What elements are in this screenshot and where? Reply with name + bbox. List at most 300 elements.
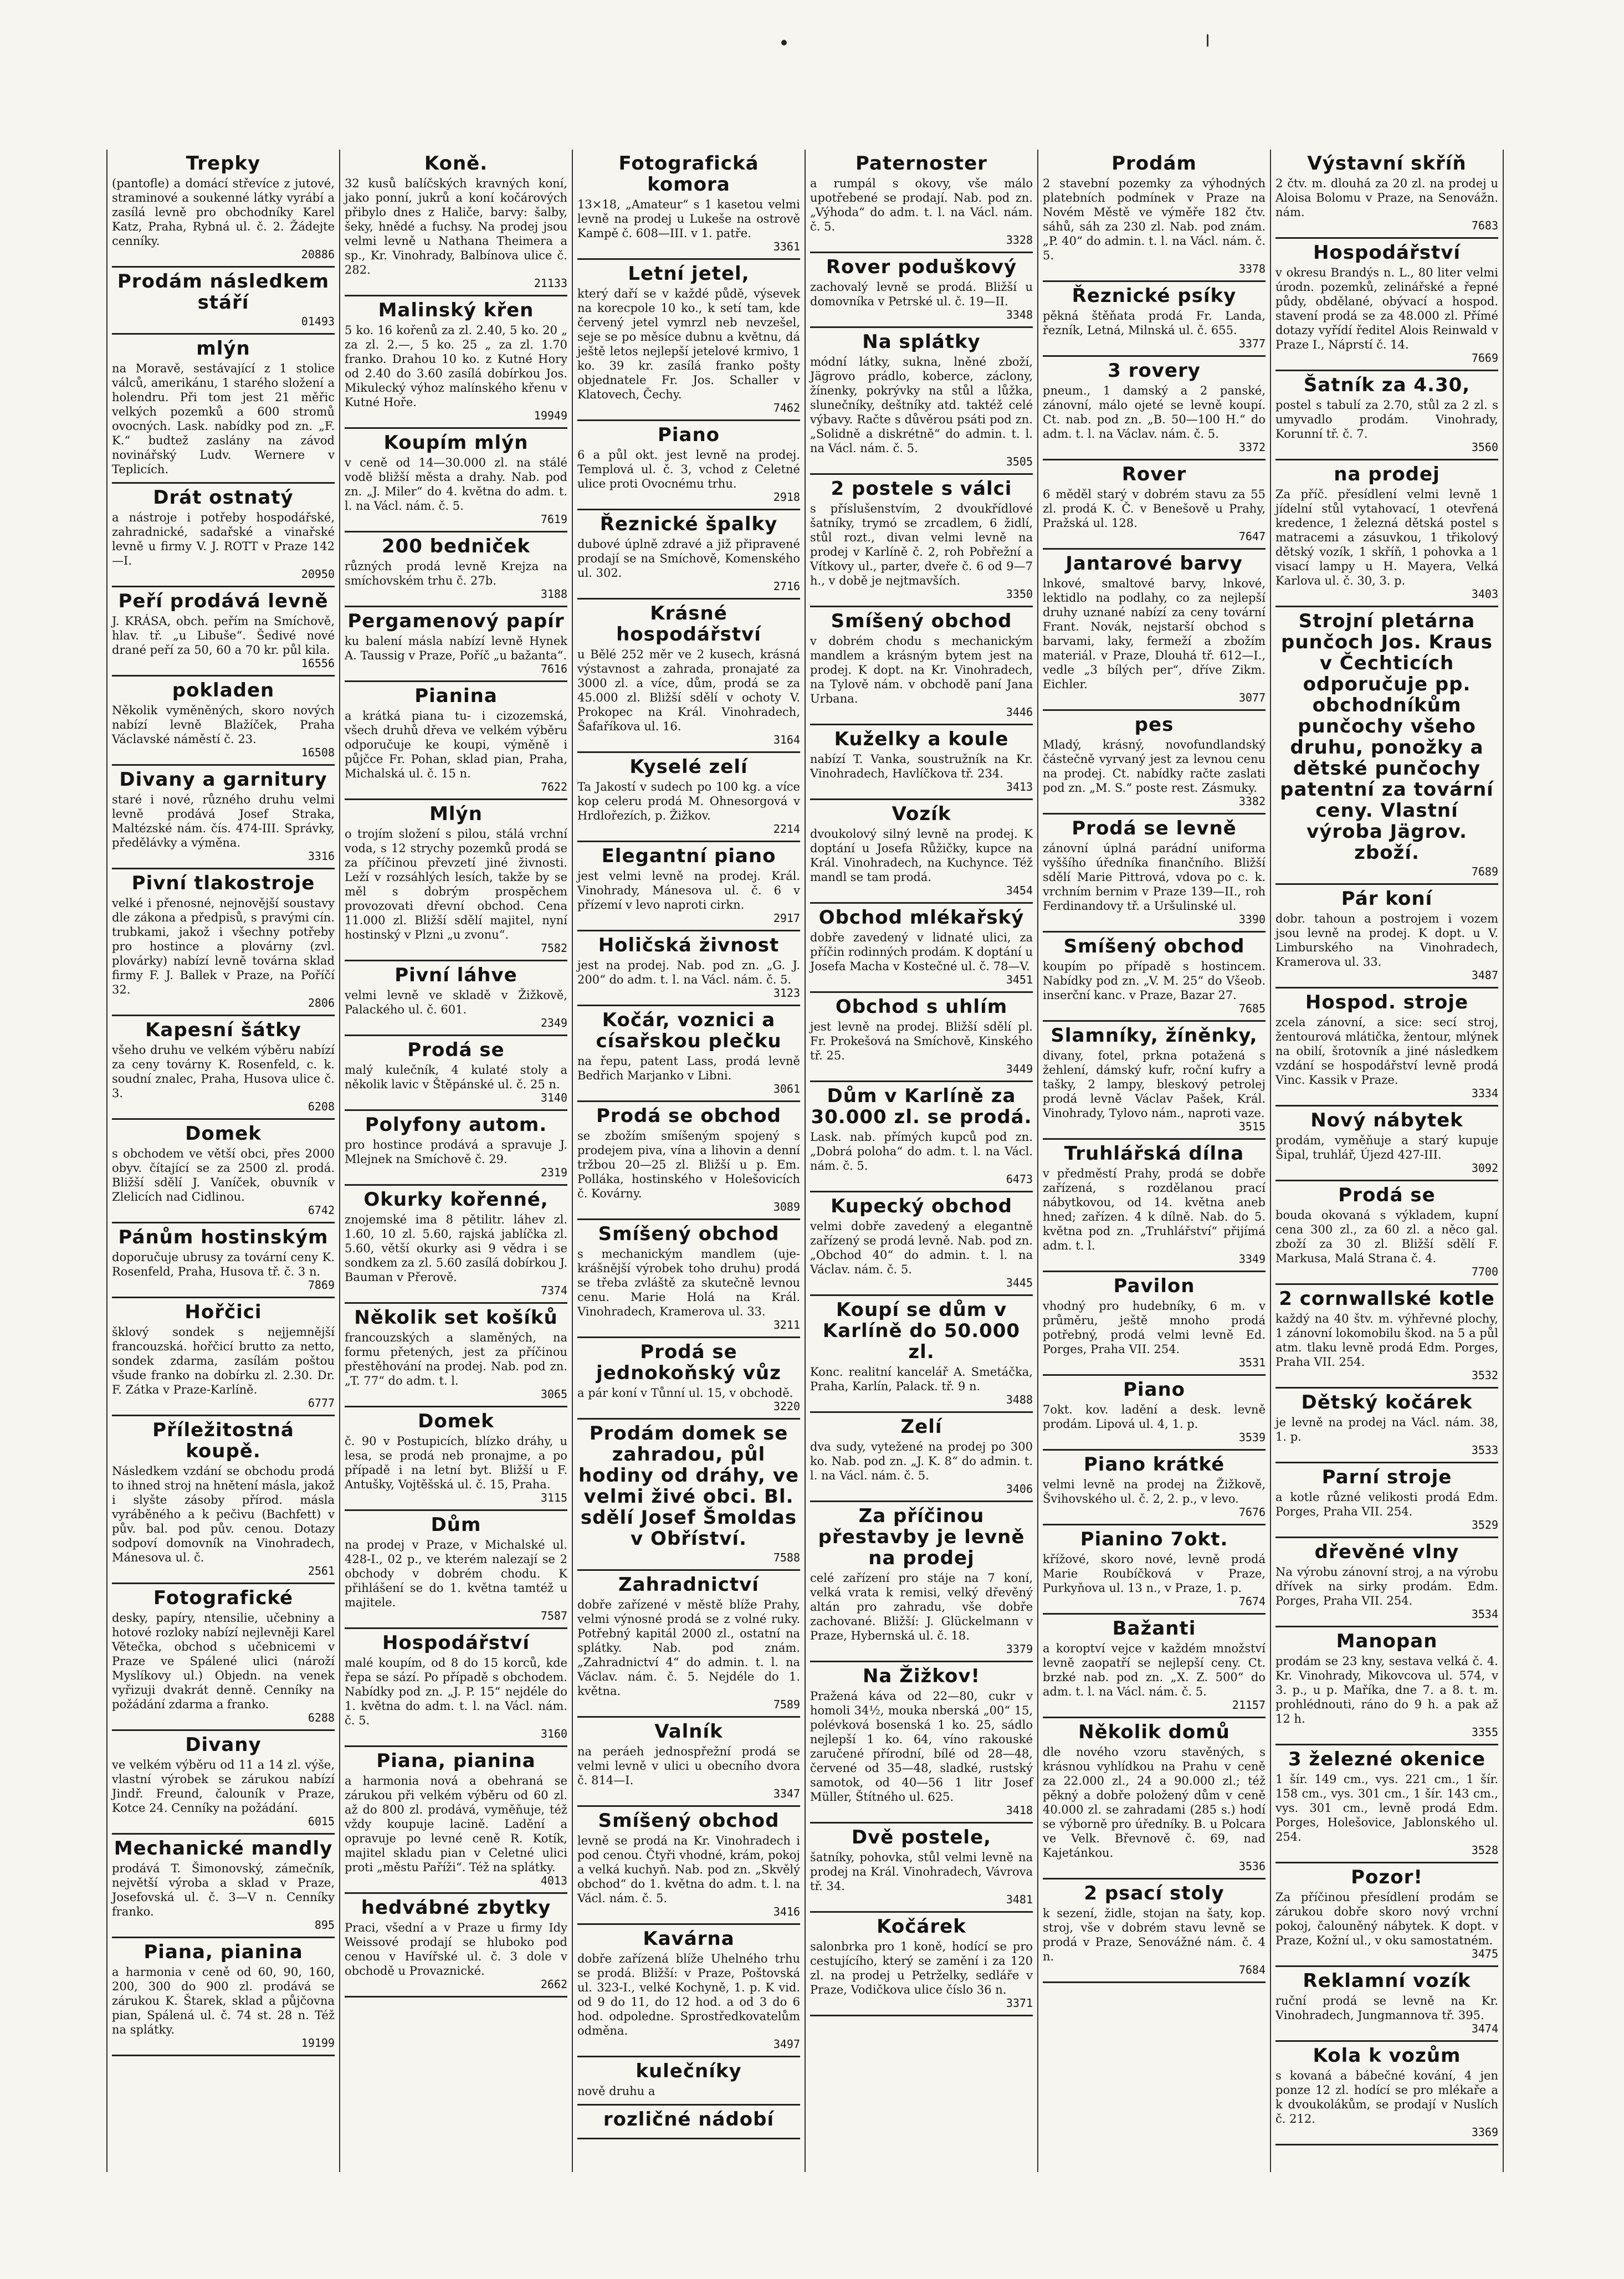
ad-column: [107, 150, 340, 2172]
ad-body: celé zařízení pro stáje na 7 koní, velká vrata k remisi, velký dřevěný altán pro zahradu, vše dobře zachované. Bližší: J. Glückelmann v Praze, Hybernská ul. č. 18.: [810, 1571, 1033, 1642]
ad-body: doporučuje ubrusy za tovární ceny K. Rosenfeld, Praha, Husova tř. č. 3 n.: [112, 1251, 335, 1278]
ad-heading: Piano krátké: [1083, 1453, 1225, 1476]
ad-heading: 200 bedniček: [381, 535, 531, 557]
classified-ad: [345, 1186, 567, 1304]
ad-heading: Smíšený obchod: [598, 1810, 780, 1832]
ad-number: 7582: [540, 941, 567, 955]
ad-body: na Moravě, sestávající z 1 stolice válců, amerikánu, 1 starého složení a holendru. Při tom jest 21 měřic velkých pozemků a 600 stromů ovocných. Lask. nabídky pod zn. „F. K.“ budtež zaslány na závod novinářský Ludv. Wernere v Teplicích.: [112, 362, 335, 476]
ad-body: salonbrka pro 1 koně, hodící se pro cestujícího, který se zamění i za 120 zl. na prodej u Petrželky, sedláře v Praze, Vodičkova ulice číslo 36 n.: [810, 1940, 1033, 1996]
ad-body: velmi levně na prodej na Žižkově, Švihovského ul. č. 2, 2. p., v levo.: [1043, 1478, 1266, 1505]
classified-ad: [345, 1111, 567, 1186]
ad-body: bouda okovaná s výkladem, kupní cena 300 zl., za 60 zl. a něco gal. zboží za 30 zl. Bližší sdělí F. Markusa, Malá Strana č. 4.: [1275, 1208, 1498, 1265]
ad-body: 6 a půl okt. jest levně na prodej. Templová ul. č. 3, vchod z Celetné ulice proti Ovocnému trhu.: [577, 448, 800, 490]
ad-body: s obchodem ve větší obci, přes 2000 obyv. čítající se za 2500 zl. prodá. Bližší sdělí J. Vaníček, obuvník v Zlelicích nad Cidlinou.: [112, 1147, 335, 1203]
ad-number: 3211: [773, 1318, 800, 1331]
ad-heading: Vozík: [892, 803, 951, 825]
classified-ad: [577, 1925, 800, 2057]
ad-number: 2662: [540, 1978, 567, 1991]
classified-ad: [810, 1192, 1033, 1296]
classified-ad: [810, 1413, 1033, 1502]
ad-body: Mladý, krásný, novofundlandský částečně vyrvaný jest za levnou cenu na prodej. Ct. nabídky račte zaslati pod zn. „M. S.“ poste rest. Zásmuky.: [1043, 738, 1266, 795]
classified-ads-grid: [106, 150, 1504, 2172]
classified-ad: [112, 677, 335, 766]
ad-heading: Divany: [185, 1734, 262, 1756]
classified-ad: [1043, 1525, 1266, 1615]
ad-heading: Zelí: [900, 1416, 942, 1438]
ad-heading: Dům v Karlíně za 30.000 zl. se prodá.: [811, 1085, 1032, 1128]
ad-heading: Koupí se dům v Karlíně do 50.000 zl.: [822, 1299, 1021, 1363]
ad-number: 2917: [773, 911, 800, 925]
classified-ad: [345, 1894, 567, 1998]
ad-body: a krátká piana tu- i cizozemská, všech druhů dřeva ve velkém výběru odporučuje ke koupi, výměně i půjčce Fr. Pohan, sklad pian, Praha, Michalská ul. č. 15 n.: [345, 709, 567, 780]
ad-body: koupím po případě s hostincem. Nabídky pod zn. „V. M. 25“ do Všeob. inserční kanc. v Praze, Bazar 27.: [1043, 960, 1266, 1002]
ad-number: 3220: [773, 1400, 800, 1413]
classified-ad: [345, 1629, 567, 1747]
ad-number: 3371: [1006, 1996, 1033, 2010]
ad-number: 20950: [301, 567, 335, 581]
ad-heading: Pianino 7okt.: [1080, 1528, 1228, 1550]
ad-body: zánovní úplná parádní uniforma vyššího úředníka finančního. Bližší sdělí Marie Pittrová, vdova po c. k. vrchním bernim v Praze 139—II., roh Ferdinandovy tř. a Uršulinské ul.: [1043, 842, 1266, 913]
classified-ad: [1275, 1389, 1498, 1463]
ad-number: 3061: [773, 1082, 800, 1095]
ad-body: v okresu Brandýs n. L., 80 liter velmi úrodn. pozemků, zelinářské a řepné půdy, obdělané, obývací a hospod. stavení prodá se za 48.000 zl. Přímé dotazy vyřídí ředitel Alois Reinwald v Praze I., Náprstí č. 14.: [1275, 266, 1498, 351]
ad-body: Lask. nab. přímých kupců pod zn. „Dobrá poloha“ do adm. t. l. na Václ. nám. č. 5.: [810, 1130, 1033, 1172]
ad-number: 3531: [1238, 1356, 1266, 1369]
ad-heading: Několik domů: [1078, 1721, 1230, 1743]
ad-number: 3115: [540, 1491, 567, 1504]
ad-body: s kovaná a bábečné kování, 4 jen ponze 12 zl. hodící se pro mlékaře a k dvoukolákům, se prodají v Nuslích č. 212.: [1275, 2069, 1498, 2126]
ad-heading: Prodá se: [407, 1039, 505, 1061]
ad-body: J. KRÁSA, obch. peřím na Smíchově, hlav. tř. „u Libuše“. Šedivé nové drané peří za 50, 60 a 70 kr. půl kila.: [112, 614, 335, 657]
ad-number: 3077: [1238, 691, 1266, 704]
ad-heading: 2 postele s válci: [831, 478, 1012, 500]
ad-number: 3532: [1471, 1369, 1498, 1382]
classified-ad: [1275, 1627, 1498, 1745]
classified-ad: [345, 961, 567, 1036]
ad-heading: Hospodářství: [1313, 242, 1461, 264]
ad-number: 2806: [308, 996, 335, 1010]
classified-ad: [345, 1407, 567, 1511]
classified-ad: [1043, 1718, 1266, 1879]
ad-number: 3560: [1471, 441, 1498, 454]
ad-body: šatníky, pohovka, stůl velmi levně na prodej na Král. Vinohradech, Vávrova tř. 34.: [810, 1851, 1033, 1893]
ad-body: a harmonia v ceně od 60, 90, 160, 200, 300 do 900 zl. prodává se zárukou K. Štarek, sklad a půjčovna pian, Spálená ul. č. 74 st. 28 n. Též na splátky.: [112, 1965, 335, 2036]
ad-heading: Domek: [185, 1123, 262, 1145]
classified-ad: [1275, 1863, 1498, 1967]
ad-number: 19199: [301, 2036, 335, 2050]
ad-heading: Obchod mlékařský: [818, 907, 1024, 929]
ad-heading: Letní jetel,: [628, 263, 750, 285]
ad-heading: Okurky kořenné,: [363, 1189, 549, 1211]
ad-number: 19949: [534, 409, 567, 422]
ad-heading: Rover: [1121, 463, 1187, 485]
classified-ad: [577, 931, 800, 1006]
ad-number: 3316: [308, 849, 335, 863]
ad-body: nově druhu a: [577, 2085, 655, 2098]
classified-ad: [1043, 1022, 1266, 1140]
ad-number: 3497: [773, 2037, 800, 2051]
classified-ad: [1275, 460, 1498, 607]
ad-number: 3488: [1006, 1393, 1033, 1406]
classified-ad: [345, 1511, 567, 1629]
ad-body: a koroptví vejce v každém množství levně zaopatří se nejlepší ceny. Ct. brzké nab. pod zn. „X. Z. 500“ do adm. t. l. na Václ. nám. č. 5.: [1043, 1642, 1266, 1698]
ad-number: 3164: [773, 733, 800, 746]
classified-ad: [1275, 885, 1498, 989]
classified-ad: [345, 800, 567, 961]
ad-number: 7676: [1238, 1505, 1266, 1519]
ad-body: v předměstí Prahy, prodá se dobře zařízená, s rozdělanou prací nábytkovou, od 14. května aneb hned; zařízen. 4 k dílně. Nab. do 5. května pod zn. „Truhlářství“ přijímá adm. t. l.: [1043, 1167, 1266, 1252]
ad-heading: Pianina: [414, 685, 498, 707]
ad-number: 7647: [1238, 530, 1266, 543]
classified-ad: [810, 904, 1033, 993]
classified-ad: [1275, 150, 1498, 239]
classified-ad: [1275, 371, 1498, 460]
ad-heading: Dvě postele,: [851, 1826, 992, 1848]
classified-ad: [810, 1296, 1033, 1413]
ad-body: 13×18, „Amateur“ s 1 kasetou velmi levně na prodej u Lukeše na ostrově Kampě č. 608—III. v 1. patře.: [577, 198, 800, 240]
classified-ad: [577, 1220, 800, 1338]
ad-heading: Piano: [1123, 1379, 1186, 1401]
ad-body: velké i přenosné, nejnovější soustavy dle zákona a předpisů, s pravými cín. trubkami, jakož i všechny potřeby pro hostince a plovárny (zvl. plovárky) nabízí levně továrna sklad firmy F. J. Ballek v Praze, na Poříčí 32.: [112, 897, 335, 996]
ad-body: každý na 40 štv. m. výhřevné plochy, 1 zánovní lokomobilu škod. na 5 a půl atm. tlaku levně prodá Edm. Porges, Praha VII. 254.: [1275, 1312, 1498, 1369]
ad-heading: rozličné nádobí: [603, 2108, 775, 2131]
classified-ad: [1043, 711, 1266, 815]
classified-ad: [112, 1298, 335, 1416]
ad-column: [1271, 150, 1504, 2172]
ad-heading: Jantarové barvy: [1065, 552, 1243, 575]
ad-heading: pes: [1134, 714, 1174, 736]
classified-ad: [112, 766, 335, 869]
ad-heading: Pivní láhve: [395, 964, 518, 986]
classified-ad: [112, 335, 335, 484]
ad-heading: Koupím mlýn: [383, 432, 529, 454]
ad-number: 6777: [308, 1396, 335, 1410]
classified-ad: [1275, 1285, 1498, 1389]
classified-ad: [577, 1718, 800, 1807]
classified-ad: [1043, 282, 1266, 357]
ad-body: Praci, všední a v Praze u firmy Idy Weissové prodají se hluboko pod cenou v Havířské ul. č. 3 dole v obchodě u Provaznické.: [345, 1921, 567, 1978]
ad-body: (pantofle) a domácí střevíce z jutové, straminové a soukenné látky vyrábí a zasílá levně pro obchodníky Karel Katz, Praha, Rybná ul. č. 2. Žádejte cenníky.: [112, 177, 335, 248]
ad-number: 3349: [1238, 1252, 1266, 1266]
ad-heading: mlýn: [196, 337, 250, 360]
classified-ad: [1043, 460, 1266, 550]
ad-number: 3406: [1006, 1482, 1033, 1496]
ad-number: 2319: [540, 1166, 567, 1179]
ad-heading: 3 rovery: [1108, 360, 1201, 382]
ad-body: pneum., 1 damský a 2 panské, zánovní, málo ojeté se levně koupí. Ct. nab. pod zn. „B. 50—100 H.“ do adm. t. l. na Václav. nám. č. 5.: [1043, 384, 1266, 441]
ad-body: postel s tabulí za 2.70, stůl za 2 zl. s umyvadlo prodám. Vinohrady, Korunní tř. č. 7.: [1275, 398, 1498, 441]
classified-ad: [345, 1747, 567, 1894]
ad-number: 7669: [1471, 351, 1498, 365]
classified-ad: [577, 842, 800, 931]
ad-heading: Truhlářská dílna: [1064, 1143, 1244, 1165]
ad-heading: Hospod. stroje: [1305, 991, 1469, 1013]
ad-number: 2716: [773, 580, 800, 593]
ad-number: 20886: [301, 248, 335, 261]
classified-ad: [810, 253, 1033, 328]
classified-ad: [1043, 1140, 1266, 1272]
ad-number: 3350: [1006, 587, 1033, 601]
ad-heading: Piana, pianina: [376, 1750, 536, 1772]
ad-heading: Valník: [654, 1720, 723, 1743]
ad-body: o trojím složení s pilou, stálá vrchní voda, s 12 strychy pozemků prodá se za příčinou převzetí jiné živnosti. Leží v rozsáhlých lesích, takže by se měl s dobrým prospěchem provozovati dřevní obchod. Cena 11.000 zl. Bližší sdělí majitel, nyní hostinský v Plzni „u zvonu“.: [345, 827, 567, 941]
print-mark-dot: [781, 40, 787, 45]
ad-number: 7684: [1238, 1963, 1266, 1976]
ad-heading: Kuželky a koule: [834, 728, 1009, 750]
ad-body: 7okt. kov. ladění a desk. levně prodám. Lipová ul. 4, 1. p.: [1043, 1403, 1266, 1431]
ad-heading: Peří prodává levně: [118, 590, 329, 612]
ad-body: francouzských a slaměných, na formu přetených, jest za příčinou přestěhování na prodej. Nab. pod zn. „T. 77“ do adm. t. l.: [345, 1331, 567, 1387]
classified-ad: [577, 421, 800, 510]
ad-body: prodám, vyměňuje a starý kupuje Šipal, truhlář, Újezd 427-III.: [1275, 1134, 1498, 1161]
ad-number: 3533: [1471, 1443, 1498, 1457]
ad-heading: Pár koní: [1341, 888, 1433, 910]
print-mark-tick: [1207, 34, 1208, 47]
classified-ad: [577, 1571, 800, 1718]
ad-number: 3065: [540, 1387, 567, 1401]
ad-number: 3445: [1006, 1276, 1033, 1289]
classified-ad: [112, 1120, 335, 1223]
ad-heading: Řeznické špalky: [600, 513, 778, 535]
classified-ad: [112, 1938, 335, 2056]
ad-number: 3505: [1006, 455, 1033, 468]
ad-heading: Kola k vozům: [1313, 2045, 1461, 2067]
ad-body: lnkové, smaltové barvy, lnkové, lektidlo na podlahy, co za nejlepší druhy uznané nabízí za ceny tovární Frant. Novák, nejstarší obchod s barvami, laky, fermeží a zbožím materiál. v Praze, Dlouhá tř. 612—I., vedle „3 bílých per“, dříve Zikm. Eichler.: [1043, 577, 1266, 691]
ad-number: 7622: [540, 780, 567, 793]
ad-body: dobře zařízená blíže Uhelného trhu se prodá. Bližší: v Praze, Poštovská ul. 323-I., velké Kochyně, 1. p. K vid. od 9 do 11, do 12 hod. a od 3 do 6 hod. odpoledne. Sprostředkovatelům odměna.: [577, 1952, 800, 2037]
ad-number: 7683: [1471, 219, 1498, 232]
ad-number: 2214: [773, 822, 800, 836]
classified-ad: [112, 1584, 335, 1731]
ad-body: v ceně od 14—30.000 zl. na stálé vodě bližší města a drahy. Nab. pod zn. „J. Miler“ do 4. května do adm. t. l. na Václ. nám. č. 5.: [345, 456, 567, 513]
ad-body: 2 čtv. m. dlouhá za 20 zl. na prodej u Aloisa Bolomu v Praze, na Senovážn. nám.: [1275, 177, 1498, 219]
classified-ad: [345, 429, 567, 532]
classified-ad: [1275, 1538, 1498, 1627]
classified-ad: [810, 150, 1033, 253]
ad-heading: Šatník za 4.30,: [1303, 374, 1471, 396]
ad-number: 3347: [773, 1787, 800, 1800]
ad-body: a kotle různé velikosti prodá Edm. Porges, Praha VII. 254.: [1275, 1491, 1498, 1518]
classified-ad: [577, 1338, 800, 1420]
ad-heading: Paternoster: [855, 152, 987, 175]
ad-number: 21133: [534, 276, 567, 290]
ad-body: prodává T. Šimonovský, zámečník, největší výroba a sklad v Praze, Josefovská ul. č. 3—V n. Cenníky franko.: [112, 1862, 335, 1918]
ad-heading: Fotografické: [153, 1587, 294, 1609]
ad-heading: Výstavní skříň: [1307, 152, 1467, 175]
classified-ad: [577, 2106, 800, 2139]
classified-ad: [810, 1662, 1033, 1824]
ad-body: k sezení, židle, stojan na šaty, kop. stroj, vše v dobrém stavu levně se prodá v Praze, Senovážné nám. č. 4 n.: [1043, 1907, 1266, 1963]
ad-number: 7619: [540, 513, 567, 526]
ad-column: [340, 150, 573, 2172]
classified-ad: [810, 1082, 1033, 1192]
ad-body: a pár koní v Tůnní ul. 15, v obchodě.: [577, 1386, 793, 1400]
ad-number: 7462: [773, 401, 800, 414]
classified-ad: [1275, 1967, 1498, 2042]
ad-body: ve velkém výběru od 11 a 14 zl. výše, vlastní výrobek se zárukou nabízí Jindř. Freund, čalouník v Praze, Kotce 24. Cenníky na požádání.: [112, 1758, 335, 1815]
ad-body: Za příč. přesídlení velmi levně 1 jídelní stůl vytahovací, 1 otevřená kredence, 1 železná dětská postel s matracemi a zásuvkou, 1 třikolový dětský vozík, 1 skříň, 1 pohovka a 1 visací lampy u H. Mayera, Velká Karlova ul. č. 30, 3. p.: [1275, 488, 1498, 587]
ad-body: dva sudy, vytežené na prodej po 300 ko. Nab. pod zn. „J. K. 8“ do admin. t. l. na Václ. nám. č. 5.: [810, 1440, 1033, 1482]
ad-heading: Smíšený obchod: [831, 610, 1012, 632]
ad-number: 3534: [1471, 1607, 1498, 1621]
ad-heading: Za příčinou přestavby je levně na prodej: [818, 1505, 1025, 1569]
classified-ad: [1275, 1181, 1498, 1285]
classified-ad: [810, 607, 1033, 725]
ad-body: jest levně na prodej. Bližší sdělí pl. Fr. Prokešová na Smíchově, Kinského tř. 25.: [810, 1020, 1033, 1062]
ad-body: zachovalý levně se prodá. Bližší u domovníka v Petrské ul. č. 19—II.: [810, 280, 1033, 308]
ad-heading: Hořčici: [185, 1301, 262, 1323]
ad-number: 3416: [773, 1905, 800, 1918]
ad-heading: Smíšený obchod: [598, 1223, 780, 1245]
ad-heading: Kavárna: [643, 1928, 735, 1950]
ad-body: malý kulečník, 4 kulaté stoly a několik lavic v Štěpánské ul. č. 25 n.: [345, 1063, 567, 1091]
ad-body: zcela zánovní, a sice: secí stroj, žentourová mlátička, žentour, mlýnek na obilí, šrotovník a jiné následkem vzdání se hospodářství levně prodá Vinc. Kassik v Praze.: [1275, 1016, 1498, 1087]
ad-number: 3487: [1471, 969, 1498, 982]
ad-body: dle nového vzoru stavěných, s krásnou vyhlídkou na Prahu v ceně za 22.000 zl., 24 a 90.000 zl.; též pěkný a dobře položený dům v ceně 40.000 zl. se zahradami (285 s.) hodí se výborně pro úředníky. B. u Polcara ve Velk. Břevnově č. 69, nad Kajetánkou.: [1043, 1745, 1266, 1860]
ad-heading: Kapesní šátky: [145, 1019, 301, 1041]
ad-heading: pokladen: [172, 679, 275, 701]
classified-ad: [1043, 1879, 1266, 1983]
ad-body: 2 stavební pozemky za výhodných platebních podmínek v Praze na Novém Městě ve výměře 182 čtv. sáhů, sáh za 230 zl. Nab. pod znám. „P. 40“ do admin. t. l. na Václ. nám. č. 5.: [1043, 177, 1266, 262]
ad-heading: Koně.: [424, 152, 488, 175]
ad-number: 7588: [773, 1551, 800, 1564]
ad-body: malé koupím, od 8 do 15 korců, kde řepa se sází. Po případě s obchodem. Nabídky pod zn. „J. P. 15“ nejdéle do 1. května do adm. t. l. na Václ. nám. č. 5.: [345, 1656, 567, 1727]
ad-body: vhodný pro hudebníky, 6 m. v průměru, ještě mnoho prodá potřebný, prodá velmi levně Ed. Porges, Praha VII. 254.: [1043, 1299, 1266, 1356]
ad-number: 7685: [1238, 1002, 1266, 1015]
ad-number: 2918: [773, 490, 800, 504]
ad-number: 3515: [1238, 1120, 1266, 1133]
ad-body: velmi dobře zavedený a elegantně zařízený se prodá levně. Nab. pod zn. „Obchod 40“ do admin. t. l. na Václav. nám. č. 5.: [810, 1220, 1033, 1276]
classified-ad: [112, 150, 335, 268]
ad-body: č. 90 v Postupicích, blízko dráhy, u lesa, se prodá neb pronajme, a po případě i na letní byt. Bližší u F. Antušky, Vojtěšská ul. č. 15, Praha.: [345, 1435, 567, 1491]
ad-number: 3449: [1006, 1062, 1033, 1076]
ad-number: 3446: [1006, 705, 1033, 719]
ad-number: 3418: [1006, 1804, 1033, 1817]
ad-number: 3475: [1471, 1947, 1498, 1960]
classified-ad: [810, 1502, 1033, 1662]
ad-heading: Prodá se jednokoňský vůz: [596, 1341, 781, 1384]
ad-number: 3188: [540, 587, 567, 601]
classified-ad: [345, 1304, 567, 1407]
ad-body: dobře zavedený v lidnaté ulici, za příčin rodinných prodám. K doptání u Josefa Macha v Kostečné ul. č. 78—V.: [810, 931, 1033, 973]
ad-body: nabízí T. Vanka, soustružník na Kr. Vinohradech, Havlíčkova tř. 234.: [810, 752, 1033, 780]
ad-number: 3377: [1238, 337, 1266, 350]
ad-body: ku balení másla nabízí levně Hynek A. Taussig v Praze, Poříč „u bažanta“.: [345, 634, 567, 662]
ad-number: 16508: [301, 746, 335, 759]
ad-heading: Trepky: [186, 152, 261, 175]
classified-ad: [1043, 1272, 1266, 1376]
ad-heading: 3 železné okenice: [1288, 1748, 1486, 1770]
ad-number: 3481: [1006, 1893, 1033, 1906]
ad-heading: Prodám následkem stáří: [117, 270, 330, 314]
ad-heading: Pavilon: [1113, 1275, 1195, 1297]
ad-number: 21157: [1232, 1698, 1266, 1712]
classified-ad: [112, 1731, 335, 1835]
classified-ad: [112, 1016, 335, 1120]
ad-heading: Domek: [418, 1410, 494, 1432]
classified-ad: [1275, 607, 1498, 885]
ad-heading: Hospodářství: [382, 1632, 530, 1654]
classified-ad: [345, 150, 567, 296]
ad-heading: Kočárek: [877, 1916, 966, 1938]
ad-heading: kulečníky: [636, 2060, 742, 2082]
ad-body: který daří se v každé půdě, výsevek na korecpole 10 ko., k setí tam, kde červený jetel vymrzl neb nevzešel, seje se po měsíce dubnu a květnu, dá ještě letos nejlepší jetelové krmivo, 1 ko. 39 kr. zasílá franko pošty objednatele Fr. Jos. Schaller v Klatovech, Čechy.: [577, 287, 800, 401]
ad-heading: Pivní tlakostroje: [131, 872, 315, 894]
classified-ad: [345, 682, 567, 800]
ad-body: staré i nové, různého druhu velmi levně prodává Josef Straka, Maltézské nám. čís. 474-III. Správky, předělávky a výměna.: [112, 793, 335, 849]
ad-body: 6 měděl starý v dobrém stavu za 55 zl. prodá K. Č. v Benešově u Prahy, Pražská ul. 128.: [1043, 488, 1266, 530]
classified-ad: [112, 869, 335, 1016]
classified-ad: [810, 993, 1033, 1082]
ad-heading: Prodám: [1111, 152, 1197, 175]
ad-body: křížové, skoro nové, levně prodá Marie Roubíčková v Praze, Purkyňova ul. 13 n., v Praze, 1. p.: [1043, 1553, 1266, 1595]
ad-heading: Na splátky: [862, 331, 981, 353]
ad-number: 6015: [308, 1815, 335, 1828]
ad-number: 895: [314, 1918, 335, 1932]
ad-heading: Kočár, voznici a císařskou plečku: [596, 1009, 782, 1052]
classified-ad: [1043, 150, 1266, 282]
ad-heading: 2 cornwallské kotle: [1279, 1288, 1495, 1310]
classified-ad: [810, 725, 1033, 800]
ad-body: a rumpál s okovy, vše málo upotřebené se prodají. Nab. pod zn. „Výhoda“ do adm. t. l. na Václ. nám. č. 5.: [810, 177, 1033, 233]
ad-heading: Pánům hostinským: [118, 1226, 329, 1248]
ad-heading: Divany a garnitury: [119, 769, 327, 791]
ad-body: všeho druhu ve velkém výběru nabízí za ceny továrny K. Rosenfeld, c. k. soudní znalec, Praha, Husova ulice č. 3.: [112, 1043, 335, 1100]
ad-number: 6473: [1006, 1172, 1033, 1186]
ad-number: 7674: [1238, 1595, 1266, 1608]
ad-number: 3413: [1006, 780, 1033, 793]
ad-number: 01493: [301, 315, 335, 328]
ad-heading: Strojní pletárna punčoch Jos. Kraus v Čechticích odporučuje pp. obchodníkům punčochy všeho druhu, ponožky a dětské punčochy patentní za tovární ceny. Vlastní výroba Jägrov. zboží.: [1280, 610, 1494, 864]
ad-heading: Na Žižkov!: [862, 1665, 981, 1687]
ad-number: 3092: [1471, 1161, 1498, 1175]
ad-heading: Bažanti: [1112, 1617, 1196, 1640]
ad-heading: Parní stroje: [1321, 1466, 1452, 1488]
ad-heading: Krásné hospodářství: [616, 602, 761, 646]
classified-ad: [1275, 1107, 1498, 1181]
ad-number: 3372: [1238, 441, 1266, 454]
ad-body: jest na prodej. Nab. pod zn. „G. J. 200“ do adm. t. l. na Václ. nám. č. 5.: [577, 959, 800, 986]
ad-body: Pražená káva od 22—80, cukr v homoli 34½, mouka nberská „00“ 15, polévková bosenská 1 ko. 25, sádlo nejlepší 1 ko. 64, víno rakouské zaručené přírodní, bílé od 28—48, červené od 35—48, sladké, rustský samotok, od 40—56 1 litr Josef Müller, Štítného ul. 625.: [810, 1689, 1033, 1804]
ad-heading: na prodej: [1334, 463, 1440, 485]
ad-heading: dřevěné vlny: [1314, 1541, 1459, 1563]
ad-heading: Prodám domek se zahradou, půl hodiny od dráhy, ve velmi živé obci. Bl. sdělí Josef Šmoldas v Obříství.: [578, 1422, 800, 1550]
ad-body: módní látky, sukna, lněné zboží, Jägrovo prádlo, koberce, záclony, žínenky, pokrývky na stůl a lůžka, slunečníky, deštníky atd. taktéž celé výbavy. Račte s důvěrou psáti pod zn. „Solidně a diskrétně“ do admin. t. l. na Václ. nám. č. 5.: [810, 355, 1033, 455]
ad-body: Konc. realitní kancelář A. Smetáčka, Praha, Karlín, Palack. tř. 9 n.: [810, 1365, 1033, 1393]
ad-heading: Několik set košíků: [354, 1307, 558, 1329]
classified-ad: [577, 1807, 800, 1925]
ad-body: s mechanickým mandlem (uje-krášnější výrobek toho druhu) prodá se třeba zvláště za skutečně levnou cenu. Marie Holá na Král. Vinohradech, Kramerova ul. 33.: [577, 1247, 800, 1318]
ad-number: 3382: [1238, 795, 1266, 808]
classified-ad: [1275, 989, 1498, 1107]
classified-ad: [577, 2057, 800, 2106]
ad-body: různých prodá levně Krejza na smíchovském trhu č. 27b.: [345, 560, 567, 587]
ad-heading: Smíšený obchod: [1063, 935, 1245, 957]
classified-ad: [577, 150, 800, 260]
ad-heading: Piana, pianina: [144, 1941, 303, 1963]
ad-number: 3361: [773, 240, 800, 253]
ad-body: dobře zařízené v městě blíže Prahy, velmi výnosné prodá se z volné ruky. Potřebný kapitál 2000 zl., ostatní na splátky. Nab. pod znám. „Zahradnictví 4“ do admin. t. l. na Václav. nám. č. 5. Nejdéle do 1. května.: [577, 1598, 800, 1698]
ad-body: jest velmi levně na prodej. Král. Vinohrady, Mánesova ul. č. 6 v přízemí v levo naproti cirkn.: [577, 869, 800, 911]
ad-heading: Malinský křen: [378, 299, 534, 321]
classified-ad: [577, 260, 800, 421]
ad-heading: Zahradnictví: [618, 1574, 759, 1596]
ad-heading: Piano: [657, 424, 720, 446]
classified-ad: [810, 1913, 1033, 2016]
ad-heading: Obchod s uhlím: [835, 996, 1008, 1018]
ad-number: 3369: [1471, 2126, 1498, 2139]
classified-ad: [112, 587, 335, 677]
